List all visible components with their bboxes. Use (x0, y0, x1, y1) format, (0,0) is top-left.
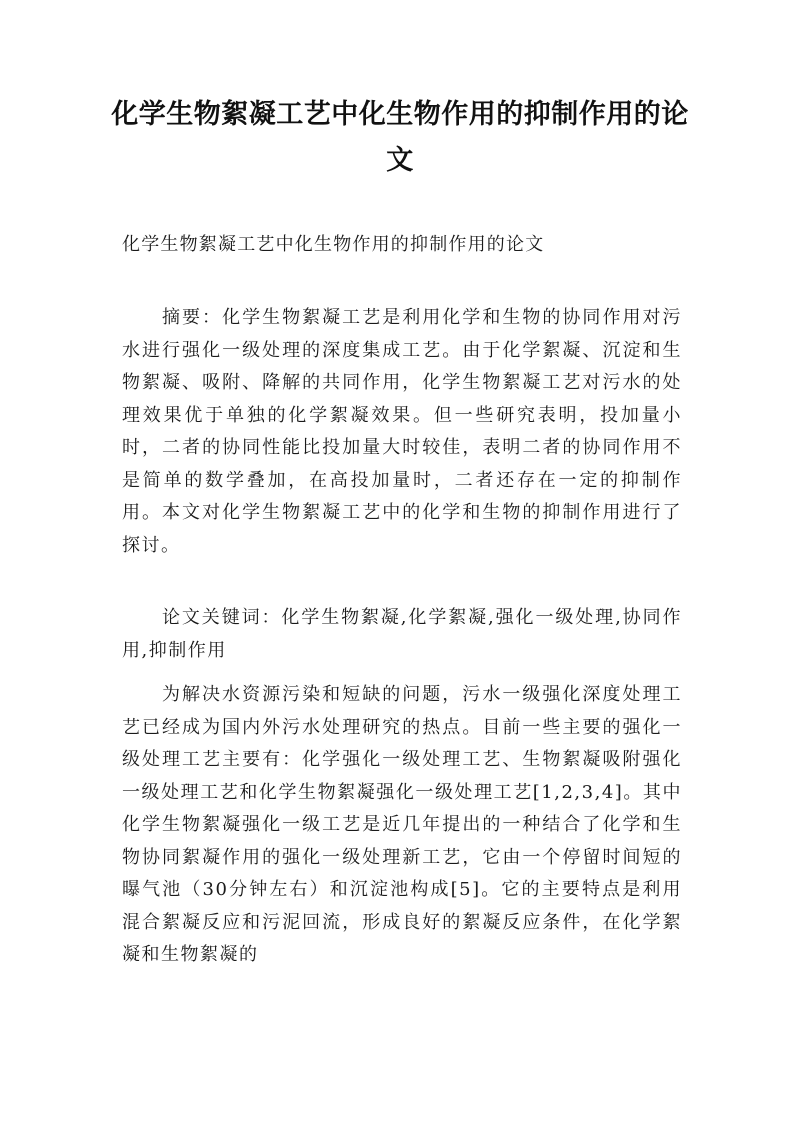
intro-paragraph: 为解决水资源污染和短缺的问题，污水一级强化深度处理工艺已经成为国内外污水处理研究的热点。目前一些主要的强化一级处理工艺主要有：化学强化一级处理工艺、生物絮凝吸附强化一级处理工艺和化学生物絮凝强化一级处理工艺[1,2,3,4]。其中化学生物絮凝强化一级工艺是近几年提出的一种结合了化学和生物协同絮凝作用的强化一级处理新工艺，它由一个停留时间短的曝气池（30分钟左右）和沉淀池构成[5]。它的主要特点是利用混合絮凝反应和污泥回流，形成良好的絮凝反应条件，在化学絮凝和生物絮凝的 (122, 684, 682, 965)
keywords-label: 论文关键词： (162, 607, 282, 628)
abstract-label: 摘要： (162, 307, 223, 328)
abstract-text: 化学生物絮凝工艺是利用化学和生物的协同作用对污水进行强化一级处理的深度集成工艺。由于化学絮凝、沉淀和生物絮凝、吸附、降解的共同作用，化学生物絮凝工艺对污水的处理效果优于单独的化学絮凝效果。但一些研究表明，投加量小时，二者的协同性能比投加量大时较佳，表明二者的协同作用不是简单的数学叠加，在高投加量时，二者还存在一定的抑制作用。本文对化学生物絮凝工艺中的化学和生物的抑制作用进行了探讨。 (122, 307, 683, 556)
abstract-paragraph (122, 302, 682, 562)
document-title: 化学生物絮凝工艺中化生物作用的抑制作用的论文 (111, 99, 689, 176)
keywords-text: 化学生物絮凝,化学絮凝,强化一级处理,协同作用,抑制作用 (122, 607, 682, 661)
keywords-paragraph (122, 602, 682, 667)
document-subtitle: 化学生物絮凝工艺中化生物作用的抑制作用的论文 (122, 234, 545, 255)
